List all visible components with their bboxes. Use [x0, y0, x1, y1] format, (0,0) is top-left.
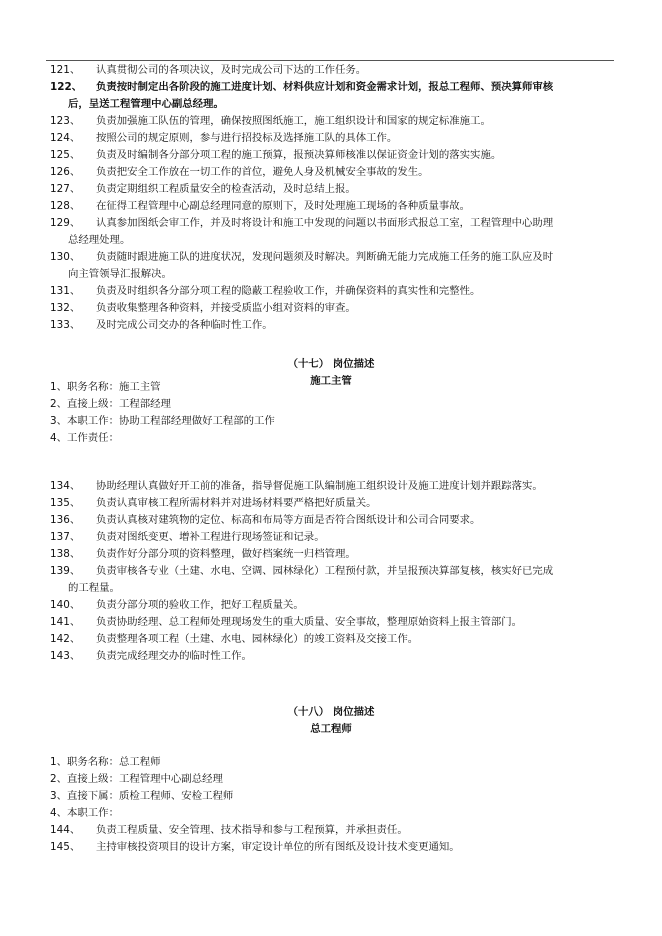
section-17-info-list — [46, 379, 616, 447]
duty-text: 负责对图纸变更、增补工程进行现场签证和记录。 — [96, 531, 325, 543]
duty-text: 负责工程质量、安全管理、技术指导和参与工程预算，并承担责任。 — [96, 824, 408, 836]
info-line: 3、本职工作：协助工程部经理做好工程部的工作 — [50, 415, 275, 427]
duty-text: 负责认真审核工程所需材料并对进场材料要严格把好质量关。 — [96, 497, 377, 509]
duty-item — [46, 563, 616, 597]
duty-number: 135、 — [50, 497, 81, 509]
duty-text: 负责分部分项的验收工作，把好工程质量关。 — [96, 599, 304, 611]
duty-text: 负责定期组织工程质量安全的检查活动，及时总结上报。 — [96, 183, 356, 195]
duty-number: 134、 — [50, 480, 81, 492]
section-18-info-list — [46, 754, 616, 822]
duty-item — [46, 597, 616, 614]
duty-number: 143、 — [50, 650, 81, 662]
info-line: 2、直接上级：工程部经理 — [50, 398, 171, 410]
duty-text: 在征得工程管理中心副总经理同意的原则下，及时处理施工现场的各种质量事故。 — [96, 200, 471, 212]
duty-number: 122、 — [50, 81, 83, 93]
duty-number: 138、 — [50, 548, 81, 560]
duty-number: 136、 — [50, 514, 81, 526]
duty-text: 负责认真核对建筑物的定位、标高和布局等方面是否符合图纸设计和公司合同要求。 — [96, 514, 481, 526]
duty-number: 137、 — [50, 531, 81, 543]
duty-item — [46, 198, 616, 215]
duty-number: 128、 — [50, 200, 81, 212]
duty-number: 124、 — [50, 132, 81, 144]
duty-item — [46, 822, 616, 839]
info-line: 4、工作责任： — [50, 432, 119, 444]
duty-number: 130、 — [50, 251, 81, 263]
duty-text: 负责加强施工队伍的管理，确保按照图纸施工，施工组织设计和国家的规定标准施工。 — [96, 115, 491, 127]
duty-item — [46, 147, 616, 164]
duty-text: 负责及时组织各分部分项工程的隐蔽工程验收工作，并确保资料的真实性和完整性。 — [96, 285, 481, 297]
duty-item — [46, 648, 616, 665]
duty-item — [46, 839, 616, 856]
duty-item — [46, 512, 616, 529]
duty-text: 认真贯彻公司的各项决议，及时完成公司下达的工作任务。 — [96, 64, 367, 76]
section-17-subtitle: 施工主管 — [310, 375, 352, 387]
duty-text: 负责把安全工作放在一切工作的首位，避免人身及机械安全事故的发生。 — [96, 166, 429, 178]
info-line: 2、直接上级：工程管理中心副总经理 — [50, 773, 223, 785]
duty-number: 123、 — [50, 115, 81, 127]
duty-text: 负责收集整理各种资料，并接受质监小组对资料的审查。 — [96, 302, 356, 314]
duty-text: 负责协助经理、总工程师处理现场发生的重大质量、安全事故，整理原始资料上报主管部门。 — [96, 616, 523, 628]
duty-number: 133、 — [50, 319, 81, 331]
duty-text: 负责完成经理交办的临时性工作。 — [96, 650, 252, 662]
duty-number: 145、 — [50, 841, 81, 853]
duty-text: 主持审核投资项目的设计方案，审定设计单位的所有图纸及设计技术变更通知。 — [96, 841, 460, 853]
duty-number: 126、 — [50, 166, 81, 178]
duty-text: 负责及时编制各分部分项工程的施工预算，报预决算师核准以保证资金计划的落实实施。 — [96, 149, 502, 161]
duty-number: 129、 — [50, 217, 81, 229]
duty-number: 127、 — [50, 183, 81, 195]
duty-number: 121、 — [50, 64, 81, 76]
duty-item — [46, 300, 616, 317]
duty-number: 139、 — [50, 565, 81, 577]
duty-number: 142、 — [50, 633, 81, 645]
duty-text: 负责随时跟进施工队的进度状况，发现问题须及时解决。判断确无能力完成施工任务的施工队应及时 — [96, 251, 554, 263]
duty-text-continued: 后，呈送工程管理中心副总经理。 — [68, 98, 224, 110]
duty-number: 140、 — [50, 599, 81, 611]
duty-item — [46, 113, 616, 130]
duty-number: 141、 — [50, 616, 81, 628]
duty-text: 认真参加图纸会审工作，并及时将设计和施工中发现的问题以书面形式报总工室，工程管理中心助理 — [96, 217, 554, 229]
section-17-duties-list — [46, 478, 616, 665]
header-rule — [46, 60, 614, 61]
duty-text: 负责作好分部分项的资料整理，做好档案统一归档管理。 — [96, 548, 356, 560]
duty-item — [46, 181, 616, 198]
section-17-title: （十七） 岗位描述 — [287, 358, 375, 370]
info-line: 4、本职工作： — [50, 807, 119, 819]
duty-item — [46, 317, 616, 334]
duty-text: 负责审核各专业（土建、水电、空调、园林绿化）工程预付款，并呈报预决算部复核，核实好已完成 — [96, 565, 554, 577]
duty-text-continued: 向主管领导汇报解决。 — [68, 268, 172, 280]
duty-item — [46, 62, 616, 79]
duty-item — [46, 631, 616, 648]
duty-item — [46, 164, 616, 181]
duty-item — [46, 130, 616, 147]
info-line: 3、直接下属：质检工程师、安检工程师 — [50, 790, 234, 802]
duty-number: 144、 — [50, 824, 81, 836]
duty-text: 负责按时制定出各阶段的施工进度计划、材料供应计划和资金需求计划，报总工程师、预决算师审核 — [96, 81, 554, 93]
duty-text-continued: 的工程量。 — [68, 582, 120, 594]
info-line: 1、职务名称：总工程师 — [50, 756, 161, 768]
duty-text: 协助经理认真做好开工前的准备，指导督促施工队编制施工组织设计及施工进度计划并跟踪落实。 — [96, 480, 543, 492]
duty-text-continued: 总经理处理。 — [68, 234, 131, 246]
duty-number: 131、 — [50, 285, 81, 297]
duty-item — [46, 215, 616, 249]
duty-text: 及时完成公司交办的各种临时性工作。 — [96, 319, 273, 331]
section-18-subtitle: 总工程师 — [310, 723, 352, 735]
duty-text: 负责整理各项工程（土建、水电、园林绿化）的竣工资料及交接工作。 — [96, 633, 419, 645]
duty-item — [46, 283, 616, 300]
duty-number: 132、 — [50, 302, 81, 314]
duty-item — [46, 79, 616, 113]
duty-item — [46, 478, 616, 495]
duty-item — [46, 249, 616, 283]
duties-list-continued — [46, 62, 616, 334]
section-18-title: （十八） 岗位描述 — [287, 706, 375, 718]
info-line: 1、职务名称：施工主管 — [50, 381, 161, 393]
duty-item — [46, 614, 616, 631]
duty-item — [46, 546, 616, 563]
duty-item — [46, 495, 616, 512]
duty-text: 按照公司的规定原则，参与进行招投标及选择施工队的具体工作。 — [96, 132, 398, 144]
duty-item — [46, 529, 616, 546]
duty-number: 125、 — [50, 149, 81, 161]
section-18-duties-list — [46, 822, 616, 856]
